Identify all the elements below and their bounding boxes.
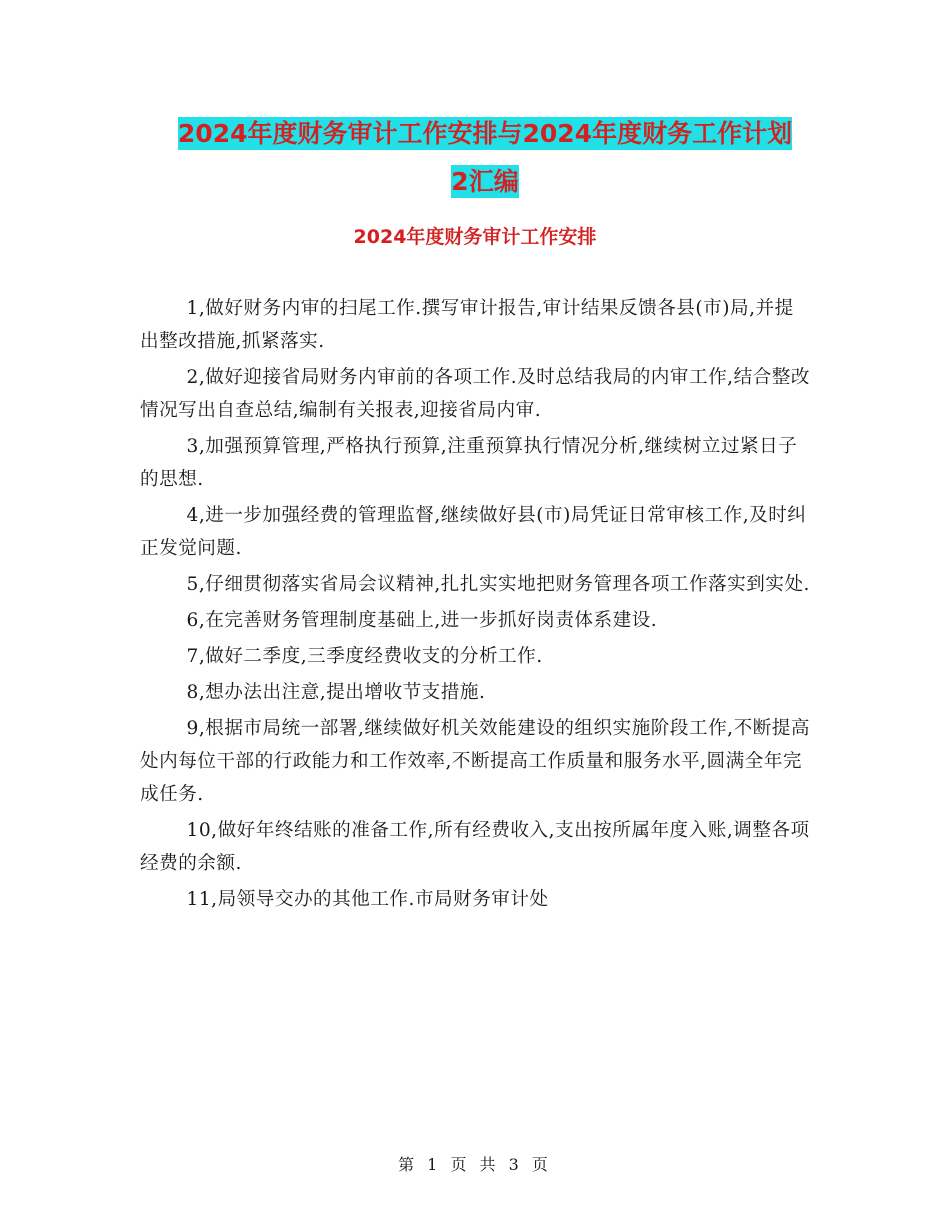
paragraph-7: 7,做好二季度,三季度经费收支的分析工作. <box>186 646 543 667</box>
document-title-line-1: 2024年度财务审计工作安排与2024年度财务工作计划 <box>177 119 793 148</box>
paragraph-5: 5,仔细贯彻落实省局会议精神,扎扎实实地把财务管理各项工作落实到实处. <box>186 574 810 595</box>
paragraph-3: 3,加强预算管理,严格执行预算,注重预算执行情况分析,继续树立过紧日子的思想. <box>140 436 798 490</box>
paragraph-8: 8,想办法出注意,提出增收节支措施. <box>186 682 486 703</box>
paragraph-10: 10,做好年终结账的准备工作,所有经费收入,支出按所属年度入账,调整各项经费的余额. <box>140 820 810 874</box>
paragraph-11: 11,局领导交办的其他工作.市局财务审计处 <box>186 889 549 910</box>
paragraph-2: 2,做好迎接省局财务内审前的各项工作.及时总结我局的内审工作,结合整改情况写出自查总结,编制有关报表,迎接省局内审. <box>140 367 810 421</box>
document-body <box>140 292 812 919</box>
paragraph-6: 6,在完善财务管理制度基础上,进一步抓好岗责体系建设. <box>186 610 658 631</box>
paragraph-4: 4,进一步加强经费的管理监督,继续做好县(市)局凭证日常审核工作,及时纠正发觉问题. <box>140 505 807 559</box>
section-title: 2024年度财务审计工作安排 <box>353 226 597 248</box>
paragraph-1: 1,做好财务内审的扫尾工作.撰写审计报告,审计结果反馈各县(市)局,并提出整改措施,抓紧落实. <box>140 298 794 352</box>
paragraph-9: 9,根据市局统一部署,继续做好机关效能建设的组织实施阶段工作,不断提高处内每位干部的行政能力和工作效率,不断提高工作质量和服务水平,圆满全年完成任务. <box>140 718 810 805</box>
page-footer: 第 1 页 共 3 页 <box>398 1155 552 1174</box>
document-title-line-2: 2汇编 <box>451 167 519 196</box>
document-title <box>140 110 830 206</box>
